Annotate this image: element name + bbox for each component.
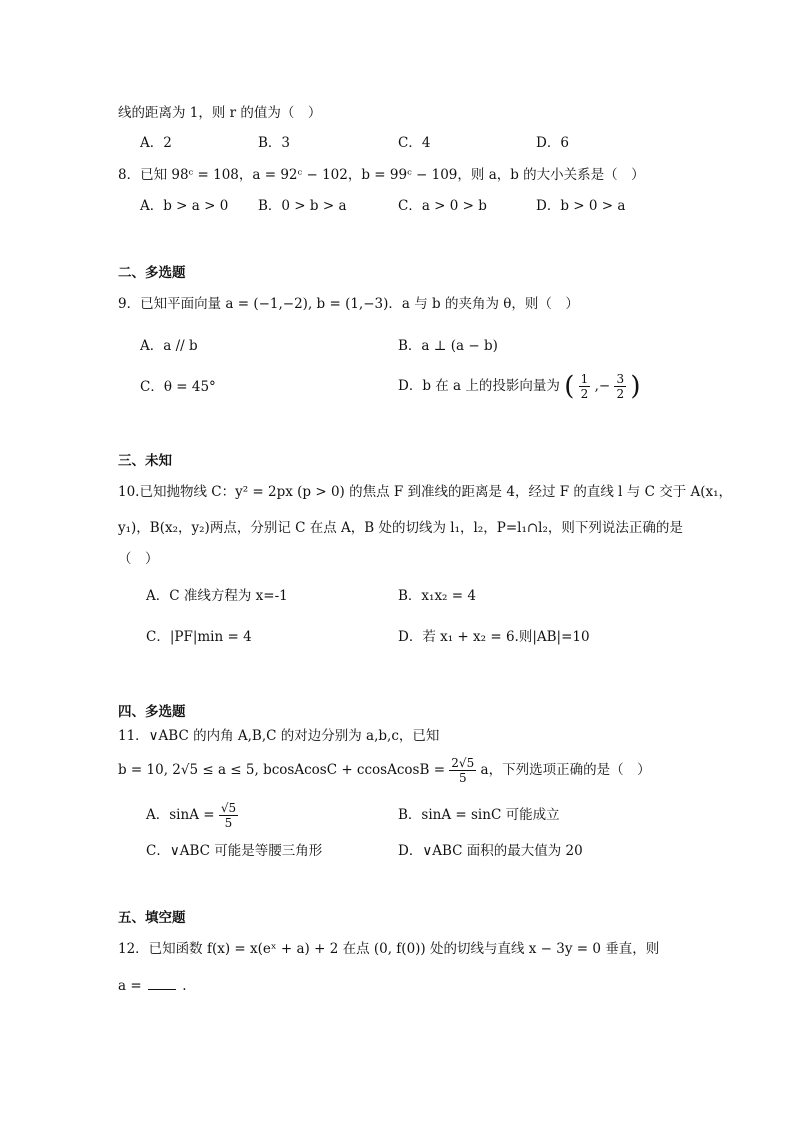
q12-stem-line1: 12．已知函数 f(x) = x(eˣ + a) + 2 在点 (0, f(0)) 处的切线与直线 x − 3y = 0 垂直，则 bbox=[118, 941, 660, 957]
q10-stem-line1: 10.已知抛物线 C：y² = 2px (p > 0) 的焦点 F 到准线的距离是 4，经过 F 的直线 l 与 C 交于 A(x₁， bbox=[118, 484, 733, 500]
q9-option-d bbox=[398, 368, 641, 405]
q11-option-d: D．∨ABC 面积的最大值为 20 bbox=[398, 843, 583, 859]
q7-option-d: D．6 bbox=[536, 135, 569, 151]
q10-stem-line2: y₁)，B(x₂，y₂)两点，分别记 C 在点 A，B 处的切线为 l₁，l₂，P=l₁∩l₂，则下列说法正确的是 bbox=[118, 520, 683, 536]
q12-stem-line2 bbox=[118, 975, 187, 996]
q9-option-d-text: D．b 在 a 上的投影向量为 bbox=[398, 378, 560, 394]
q7-option-b: B．3 bbox=[258, 135, 291, 151]
right-paren: ) bbox=[630, 371, 641, 402]
section-heading-5: 五、填空题 bbox=[118, 910, 186, 926]
q7-option-c: C．4 bbox=[398, 135, 431, 151]
q7-option-a: A．2 bbox=[140, 135, 172, 151]
q11-stem-line2 bbox=[118, 752, 651, 788]
fraction-denominator: 5 bbox=[224, 816, 233, 830]
q12-answer-label: a = bbox=[118, 978, 142, 994]
left-paren: ( bbox=[564, 371, 575, 402]
q10-stem-line3: （ ） bbox=[118, 551, 159, 567]
q9-option-c: C．θ = 45° bbox=[140, 379, 216, 395]
q11-stem-line1: 11．∨ABC 的内角 A,B,C 的对边分别为 a,b,c，已知 bbox=[118, 728, 440, 744]
q8-stem: 8．已知 98ᶜ = 108，a = 92ᶜ − 102，b = 99ᶜ − 109，则 a，b 的大小关系是（ ） bbox=[118, 167, 645, 183]
section-heading-3: 三、未知 bbox=[118, 453, 172, 469]
fraction-numerator: 1 bbox=[580, 372, 589, 386]
fraction-numerator: √5 bbox=[220, 801, 237, 815]
q7-continuation: 线的距离为 1，则 r 的值为（ ） bbox=[118, 105, 322, 121]
q10-option-a: A．C 准线方程为 x=-1 bbox=[146, 588, 288, 604]
fraction-numerator: 3 bbox=[616, 372, 625, 386]
fraction-denominator: 2 bbox=[580, 387, 589, 401]
section-heading-2: 二、多选题 bbox=[118, 265, 186, 281]
q8-option-d: D．b > 0 > a bbox=[536, 198, 626, 214]
q10-option-d: D．若 x₁ + x₂ = 6.则|AB|=10 bbox=[398, 629, 590, 645]
fraction bbox=[614, 372, 626, 401]
q11-option-a bbox=[146, 797, 238, 833]
q9-option-a: A．a // b bbox=[140, 338, 198, 354]
q10-option-b: B．x₁x₂ = 4 bbox=[398, 588, 476, 604]
fraction bbox=[449, 756, 476, 785]
q8-option-b: B．0 > b > a bbox=[258, 198, 347, 214]
answer-blank[interactable] bbox=[148, 975, 176, 990]
fraction-numerator: 2√5 bbox=[451, 756, 475, 770]
q8-option-a: A．b > a > 0 bbox=[140, 198, 229, 214]
q10-option-c: C．|PF|min = 4 bbox=[146, 629, 252, 645]
q11-option-b: B．sinA = sinC 可能成立 bbox=[398, 807, 560, 823]
q9-option-b: B．a ⊥ (a − b) bbox=[398, 338, 498, 354]
fraction-denominator: 5 bbox=[458, 771, 467, 785]
q8-option-c: C．a > 0 > b bbox=[398, 198, 487, 214]
fraction-denominator: 2 bbox=[616, 387, 625, 401]
comma-minus: ,− bbox=[594, 378, 611, 394]
q12-period: . bbox=[182, 978, 187, 994]
q9-stem: 9．已知平面向量 a = (−1,−2), b = (1,−3)．a 与 b 的夹角为 θ，则（ ） bbox=[118, 296, 579, 312]
section-heading-4: 四、多选题 bbox=[118, 704, 186, 720]
q11-question: a，下列选项正确的是（ ） bbox=[480, 762, 651, 778]
fraction bbox=[579, 372, 591, 401]
fraction bbox=[219, 801, 238, 830]
q11-condition: b = 10, 2√5 ≤ a ≤ 5, bcosAcosC + ccosAcosB = bbox=[118, 762, 445, 778]
q11-option-a-text: A．sinA = bbox=[146, 807, 215, 823]
q11-option-c: C．∨ABC 可能是等腰三角形 bbox=[146, 843, 323, 859]
